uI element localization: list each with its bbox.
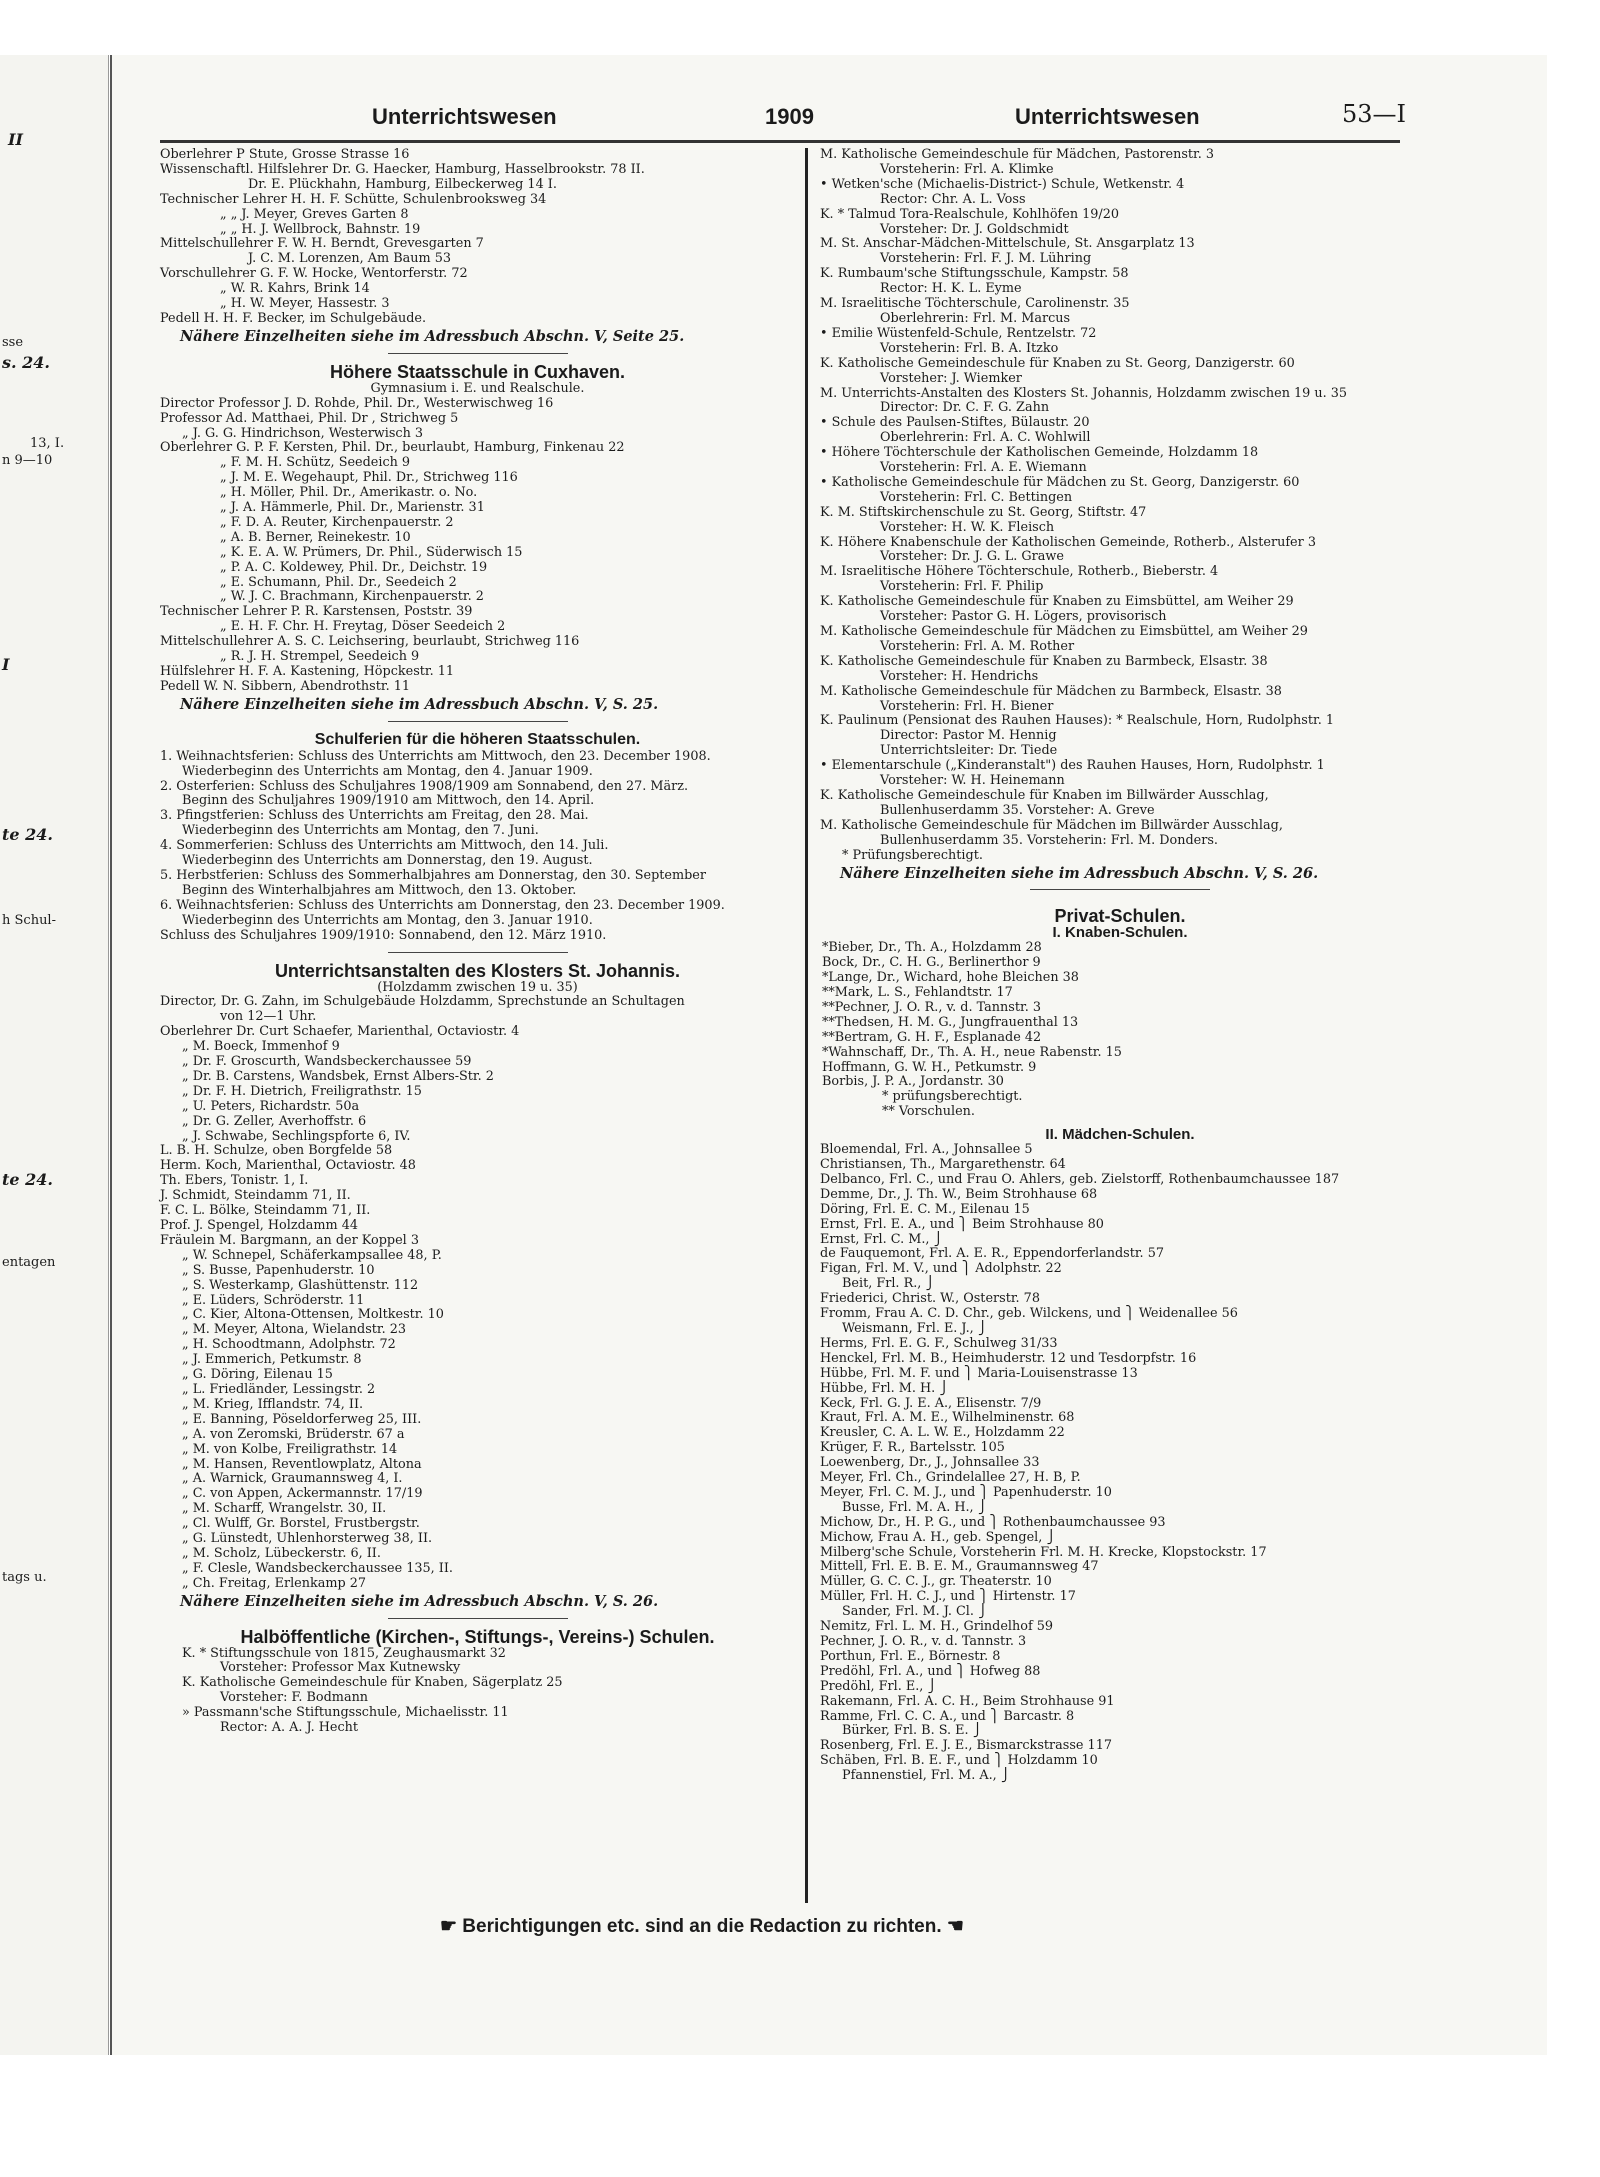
entry-line: Director: Pastor M. Hennig: [880, 728, 1057, 744]
entry-line: Technischer Lehrer H. H. F. Schütte, Schulenbrooksweg 34: [160, 191, 547, 207]
edge-text: sse: [2, 335, 24, 350]
entry-line: **Thedsen, H. M. G., Jungfrauenthal 13: [822, 1014, 1079, 1030]
entry-line: Henckel, Frl. M. B., Heimhuderstr. 12 und Tesdorpfstr. 16: [820, 1350, 1197, 1366]
entry-line: Keck, Frl. G. J. E. A., Elisenstr. 7/9: [820, 1395, 1042, 1411]
entry-line: „ W. J. C. Brachmann, Kirchenpauerstr. 2: [220, 589, 484, 605]
entry-line: Schluss des Schuljahres 1909/1910: Sonnabend, den 12. März 1910.: [160, 927, 607, 943]
entry-line: „ E. Banning, Pöseldorferweg 25, III.: [182, 1411, 422, 1427]
entry-line: Meyer, Frl. C. M. J., und ⎫ Papenhuderstr. 10: [820, 1484, 1112, 1500]
entry-line: Oberlehrerin: Frl. A. C. Wohlwill: [880, 430, 1091, 446]
entry-line: Christiansen, Th., Margarethenstr. 64: [820, 1157, 1066, 1172]
entry-line: K. Katholische Gemeindeschule für Knaben zu St. Georg, Danzigerstr. 60: [820, 355, 1295, 371]
entry-line: Krüger, F. R., Bartelsstr. 105: [820, 1440, 1005, 1456]
entry-line: K. Höhere Knabenschule der Katholischen Gemeinde, Rotherb., Alsterufer 3: [820, 534, 1316, 550]
entry-line: von 12—1 Uhr.: [220, 1009, 317, 1025]
entry-line: Friederici, Christ. W., Osterstr. 78: [820, 1291, 1040, 1307]
entry-line: Wiederbeginn des Unterrichts am Donnerstag, den 19. August.: [182, 853, 593, 869]
entry-line: „ J. G. G. Hindrichson, Westerwisch 3: [182, 425, 424, 441]
entry-line: „ W. Schnepel, Schäferkampsallee 48, P.: [182, 1247, 442, 1263]
entry-line: K. Katholische Gemeindeschule für Knaben zu Eimsbüttel, am Weiher 29: [820, 594, 1294, 610]
entry-line: „ W. R. Kahrs, Brink 14: [220, 281, 370, 297]
entry-line: 2. Osterferien: Schluss des Schuljahres 1908/1909 am Sonnabend, den 27. März.: [160, 778, 689, 794]
column-divider: [805, 148, 808, 1903]
entry-line: Oberlehrerin: Frl. M. Marcus: [880, 310, 1071, 326]
entry-line: Hoffmann, G. W. H., Petkumstr. 9: [822, 1059, 1037, 1075]
reference-note: Nähere Einzelheiten siehe im Adressbuch Abschn. V, S. 25.: [180, 695, 659, 713]
entry-line: 3. Pfingstferien: Schluss des Unterrichts am Freitag, den 28. Mai.: [160, 808, 589, 824]
entry-line: Ramme, Frl. C. C. A., und ⎫ Barcastr. 8: [820, 1708, 1075, 1724]
section-separator: [388, 952, 568, 953]
entry-line: K. M. Stiftskirchenschule zu St. Georg, Stiftstr. 47: [820, 504, 1147, 520]
entry-line: Wiederbeginn des Unterrichts am Montag, den 3. Januar 1910.: [182, 912, 593, 928]
corrections-notice: ☛ Berichtigungen etc. sind an die Redaction zu richten. ☚: [440, 1916, 964, 1937]
previous-page-edge: [0, 55, 109, 2055]
entry-line: Wiederbeginn des Unterrichts am Montag, den 4. Januar 1909.: [182, 763, 593, 779]
reference-note: Nähere Einzelheiten siehe im Adressbuch Abschn. V, S. 26.: [180, 1592, 659, 1610]
entry-line: „ E. Lüders, Schröderstr. 11: [182, 1292, 365, 1308]
entry-line: **Bertram, G. H. F., Esplanade 42: [822, 1029, 1042, 1045]
entry-line: „ M. Hansen, Reventlowplatz, Altona: [182, 1456, 422, 1472]
entry-line: **Mark, L. S., Fehlandtstr. 17: [822, 985, 1013, 1001]
section-separator: [388, 353, 568, 354]
entry-line: Prof. J. Spengel, Holzdamm 44: [160, 1218, 359, 1233]
entry-line: 4. Sommerferien: Schluss des Unterrichts am Mittwoch, den 14. Juli.: [160, 838, 609, 854]
entry-line: de Fauquemont, Frl. A. E. R., Eppendorferlandstr. 57: [820, 1246, 1164, 1262]
entry-line: Dr. E. Plückhahn, Hamburg, Eilbeckerweg 14 I.: [248, 176, 557, 192]
entry-line: Bloemendal, Frl. A., Johnsallee 5: [820, 1142, 1033, 1158]
entry-line: M. Israelitische Höhere Töchterschule, Rotherb., Bieberstr. 4: [820, 564, 1219, 580]
left-column: [160, 148, 795, 1736]
entry-line: Kraut, Frl. A. M. E., Wilhelminenstr. 68: [820, 1410, 1075, 1426]
entry-line: Vorsteher: Dr. J. Goldschmidt: [880, 221, 1069, 237]
entry-line: „ F. M. H. Schütz, Seedeich 9: [220, 455, 411, 471]
entry-line: Wiederbeginn des Unterrichts am Montag, den 7. Juni.: [182, 823, 539, 839]
entry-line: Beginn des Winterhalbjahres am Mittwoch, den 13. Oktober.: [182, 882, 577, 898]
entry-line: Fromm, Frau A. C. D. Chr., geb. Wilckens, und ⎫ Weidenallee 56: [820, 1306, 1238, 1322]
entry-line: Loewenberg, Dr., J., Johnsallee 33: [820, 1455, 1040, 1471]
entry-line: M. Katholische Gemeindeschule für Mädchen zu Barmbeck, Elsastr. 38: [820, 683, 1282, 699]
entry-line: Director, Dr. G. Zahn, im Schulgebäude Holzdamm, Sprechstunde an Schultagen: [160, 994, 685, 1010]
entry-line: Schäben, Frl. B. E. F., und ⎫ Holzdamm 10: [820, 1753, 1098, 1769]
edge-text: entagen: [2, 1255, 56, 1270]
entry-line: „ U. Peters, Richardstr. 50a: [182, 1098, 360, 1114]
entry-line: Rector: H. K. L. Eyme: [880, 281, 1022, 297]
entry-line: „ E. Schumann, Phil. Dr., Seedeich 2: [220, 574, 457, 590]
entry-line: M. Katholische Gemeindeschule für Mädchen im Billwärder Ausschlag,: [820, 817, 1283, 833]
entry-line: Vorsteherin: Frl. B. A. Itzko: [880, 340, 1059, 356]
entry-line: Rosenberg, Frl. E. J. E., Bismarckstrasse 117: [820, 1738, 1112, 1754]
school-list-semi-public: [160, 1647, 795, 1736]
section-heading-private-schools: Privat-Schulen.: [1054, 906, 1186, 927]
entry-line: Vorsteherin: Frl. H. Biener: [880, 698, 1054, 714]
edge-text: I: [2, 655, 10, 674]
entry-line: Fräulein M. Bargmann, an der Koppel 3: [160, 1232, 419, 1248]
entry-line: Rakemann, Frl. A. C. H., Beim Strohhause 91: [820, 1693, 1115, 1709]
entry-line: Vorsteherin: Frl. C. Bettingen: [880, 489, 1073, 505]
entry-line: „ Cl. Wulff, Gr. Borstel, Frustbergstr.: [182, 1516, 420, 1532]
entry-line: **Pechner, J. O. R., v. d. Tannstr. 3: [822, 999, 1041, 1015]
entry-line: K. Paulinum (Pensionat des Rauhen Hauses): * Realschule, Horn, Rudolphstr. 1: [820, 713, 1334, 729]
holiday-list: [160, 750, 795, 944]
entry-line: *Lange, Dr., Wichard, hohe Bleichen 38: [822, 970, 1079, 986]
entry-line: Porthun, Frl. E., Börnestr. 8: [820, 1648, 1001, 1664]
entry-line: Predöhl, Frl. E., ⎭: [820, 1678, 938, 1694]
entry-line: Müller, Frl. H. C. J., und ⎫ Hirtenstr. 17: [820, 1589, 1076, 1605]
edge-text: te 24.: [2, 1170, 53, 1189]
entry-line: „ Ch. Freitag, Erlenkamp 27: [182, 1575, 367, 1591]
entry-line: „ A. Warnick, Graumannsweg 4, I.: [182, 1471, 403, 1487]
entry-line: „ Dr. F. Groscurth, Wandsbeckerchaussee 59: [182, 1054, 472, 1070]
entry-line: F. C. L. Bölke, Steindamm 71, II.: [160, 1203, 371, 1219]
entry-line: 6. Weihnachtsferien: Schluss des Unterrichts am Donnerstag, den 23. December 1909.: [160, 897, 725, 913]
entry-line: Bullenhuserdamm 35. Vorsteher: A. Greve: [880, 802, 1155, 818]
entry-line: Döring, Frl. E. C. M., Eilenau 15: [820, 1201, 1030, 1217]
entry-line: Oberlehrer Dr. Curt Schaefer, Marienthal, Octaviostr. 4: [160, 1024, 520, 1040]
section-separator: [388, 1618, 568, 1619]
entry-line: Vorsteher: H. W. K. Fleisch: [880, 519, 1055, 535]
entry-line: L. B. H. Schulze, oben Borgfelde 58: [160, 1143, 393, 1159]
staff-list-cuxhaven: [160, 397, 795, 695]
entry-line: Vorsteher: Professor Max Kutnewsky: [220, 1660, 461, 1676]
entry-line: „ „ H. J. Wellbrock, Bahnstr. 19: [220, 221, 421, 237]
entry-line: „ J. M. E. Wegehaupt, Phil. Dr., Strichweg 116: [220, 470, 518, 486]
entry-line: Bürker, Frl. B. S. E. ⎭: [842, 1723, 983, 1739]
entry-line: Delbanco, Frl. C., und Frau O. Ahlers, geb. Zielstorff, Rothenbaumchaussee 187: [820, 1171, 1340, 1187]
school-list-continued: [820, 148, 1420, 864]
entry-line: Pedell W. N. Sibbern, Abendrothstr. 11: [160, 678, 410, 694]
section-separator: [388, 721, 568, 722]
entry-line: M. Unterrichts-Anstalten des Klosters St. Johannis, Holzdamm zwischen 19 u. 35: [820, 385, 1348, 401]
entry-line: • Katholische Gemeindeschule für Mädchen zu St. Georg, Danzigerstr. 60: [820, 474, 1300, 490]
entry-line: „ Dr. F. H. Dietrich, Freiligrathstr. 15: [182, 1083, 422, 1099]
entry-line: Busse, Frl. M. A. H., ⎭: [842, 1499, 988, 1515]
entry-line: „ M. Scharff, Wrangelstr. 30, II.: [182, 1501, 387, 1517]
entry-line: „ C. von Appen, Ackermannstr. 17/19: [182, 1486, 423, 1502]
entry-line: • Schule des Paulsen-Stiftes, Bülaustr. 20: [820, 415, 1090, 431]
entry-line: „ E. H. F. Chr. H. Freytag, Döser Seedeich 2: [220, 619, 506, 635]
entry-line: • Wetken'sche (Michaelis-District-) Schule, Wetkenstr. 4: [820, 176, 1185, 192]
entry-line: Vorsteher: H. Hendrichs: [880, 668, 1039, 684]
entry-line: Figan, Frl. M. V., und ⎫ Adolphstr. 22: [820, 1261, 1062, 1277]
entry-line: Hübbe, Frl. M. F. und ⎫ Maria-Louisenstrasse 13: [820, 1365, 1138, 1381]
entry-line: „ S. Westerkamp, Glashüttenstr. 112: [182, 1277, 419, 1293]
entry-line: Nemitz, Frl. L. M. H., Grindelhof 59: [820, 1619, 1054, 1635]
entry-line: „ R. J. H. Strempel, Seedeich 9: [220, 649, 420, 665]
subsection-heading-boys-schools: I. Knaben-Schulen.: [1052, 924, 1188, 942]
section-heading-cuxhaven: Höhere Staatsschule in Cuxhaven.: [329, 361, 626, 382]
entry-line: K. Katholische Gemeindeschule für Knaben zu Barmbeck, Elsastr. 38: [820, 653, 1268, 669]
entry-line: „ P. A. C. Koldewey, Phil. Dr., Deichstr. 19: [220, 559, 488, 575]
entry-line: „ J. A. Hämmerle, Phil. Dr., Marienstr. 31: [220, 500, 485, 516]
entry-line: Rector: Chr. A. L. Voss: [880, 191, 1026, 207]
girls-school-list: [820, 1143, 1420, 1784]
entry-line: M. Katholische Gemeindeschule für Mädchen, Pastorenstr. 3: [820, 147, 1215, 162]
entry-line: „ M. Boeck, Immenhof 9: [182, 1039, 340, 1055]
edge-text: 13, I.: [30, 436, 65, 451]
entry-line: Vorsteher: F. Bodmann: [220, 1690, 369, 1706]
entry-line: Vorsteherin: Frl. A. M. Rother: [880, 638, 1075, 654]
entry-line: Hübbe, Frl. M. H. ⎭: [820, 1380, 949, 1396]
entry-line: K. * Stiftungsschule von 1815, Zeughausmarkt 32: [182, 1645, 506, 1661]
entry-line: Herm. Koch, Marienthal, Octaviostr. 48: [160, 1158, 416, 1174]
entry-line: Oberlehrer P Stute, Grosse Strasse 16: [160, 147, 410, 162]
entry-line: Vorsteher: Pastor G. H. Lögers, provisorisch: [880, 609, 1167, 625]
entry-line: M. St. Anschar-Mädchen-Mittelschule, St. Ansgarplatz 13: [820, 236, 1195, 252]
edge-text: n 9—10: [2, 453, 53, 468]
entry-line: Herms, Frl. E. G. F., Schulweg 31/33: [820, 1335, 1058, 1351]
entry-line: „ G. Döring, Eilenau 15: [182, 1367, 333, 1383]
entry-line: Th. Ebers, Tonistr. 1, I.: [160, 1173, 309, 1189]
entry-line: K. Katholische Gemeindeschule für Knaben, Sägerplatz 25: [182, 1675, 563, 1691]
entry-line: » Passmann'sche Stiftungsschule, Michaelisstr. 11: [182, 1705, 509, 1721]
entry-line: Weismann, Frl. E. J., ⎭: [842, 1320, 988, 1336]
entry-line: Vorsteherin: Frl. A. Klimke: [880, 161, 1054, 177]
entry-line: Ernst, Frl. E. A., und ⎫ Beim Strohhause 80: [820, 1216, 1104, 1232]
entry-line: Ernst, Frl. C. M., ⎭: [820, 1231, 944, 1247]
entry-line: Bullenhuserdamm 35. Vorsteherin: Frl. M. Donders.: [880, 832, 1218, 848]
section-heading-st-johannis: Unterrichtsanstalten des Klosters St. Johannis.: [274, 960, 681, 981]
entry-line: „ F. D. A. Reuter, Kirchenpauerstr. 2: [220, 514, 454, 530]
entry-line: Wissenschaftl. Hilfslehrer Dr. G. Haecker, Hamburg, Hasselbrookstr. 78 II.: [160, 161, 645, 177]
entry-line: „ „ J. Meyer, Greves Garten 8: [220, 206, 409, 222]
entry-line: M. Israelitische Töchterschule, Carolinenstr. 35: [820, 296, 1130, 312]
entry-line: „ H. W. Meyer, Hassestr. 3: [220, 296, 390, 312]
entry-line: *Wahnschaff, Dr., Th. A. H., neue Rabenstr. 15: [822, 1044, 1122, 1060]
entry-line: „ M. von Kolbe, Freiligrathstr. 14: [182, 1441, 398, 1457]
entry-line: Vorsteherin: Frl. F. Philip: [880, 579, 1044, 595]
staff-list-st-johannis: [160, 995, 795, 1591]
entry-line: Kreusler, C. A. L. W. E., Holzdamm 22: [820, 1425, 1065, 1441]
entry-line: Vorsteher: W. H. Heinemann: [880, 773, 1065, 789]
entry-line: • Elementarschule („Kinderanstalt") des Rauhen Hauses, Horn, Rudolphstr. 1: [820, 758, 1325, 774]
entry-line: Hülfslehrer H. F. A. Kastening, Höpckestr. 11: [160, 664, 455, 679]
right-column: [820, 148, 1420, 1784]
entry-line: Technischer Lehrer P. R. Karstensen, Poststr. 39: [160, 604, 473, 620]
entry-line: J. C. M. Lorenzen, Am Baum 53: [248, 251, 452, 267]
entry-line: Michow, Frau A. H., geb. Spengel, ⎭: [820, 1529, 1057, 1545]
boys-school-list: [820, 941, 1420, 1120]
entry-line: Pedell H. H. F. Becker, im Schulgebäude.: [160, 310, 427, 326]
section-separator: [1030, 889, 1210, 890]
entry-line: * prüfungsberechtigt.: [882, 1089, 1023, 1105]
entry-line: K. Katholische Gemeindeschule für Knaben im Billwärder Ausschlag,: [820, 787, 1269, 803]
entry-line: M. Katholische Gemeindeschule für Mädchen zu Eimsbüttel, am Weiher 29: [820, 624, 1308, 639]
edge-text: te 24.: [2, 825, 53, 844]
entry-line: Beit, Frl. R., ⎭: [842, 1276, 936, 1292]
section-subtitle: (Holzdamm zwischen 19 u. 35): [377, 979, 578, 995]
entry-line: „ H. Möller, Phil. Dr., Amerikastr. o. No.: [220, 485, 478, 501]
entry-line: ** Vorschulen.: [882, 1104, 975, 1120]
entry-line: Borbis, J. P. A., Jordanstr. 30: [822, 1074, 1004, 1090]
entry-line: „ M. Krieg, Ifflandstr. 74, II.: [182, 1396, 364, 1412]
entry-line: Beginn des Schuljahres 1909/1910 am Mittwoch, den 14. April.: [182, 793, 595, 809]
entry-line: „ Dr. B. Carstens, Wandsbek, Ernst Albers-Str. 2: [182, 1068, 494, 1084]
entry-line: 1. Weihnachtsferien: Schluss des Unterrichts am Mittwoch, den 23. December 1908.: [160, 748, 711, 764]
reference-note: Nähere Einzelheiten siehe im Adressbuch Abschn. V, S. 26.: [840, 864, 1319, 882]
entry-line: „ L. Friedländer, Lessingstr. 2: [182, 1381, 376, 1397]
entry-line: Vorschullehrer G. F. W. Hocke, Wentorferstr. 72: [160, 266, 468, 282]
entry-line: „ A. B. Berner, Reinekestr. 10: [220, 529, 411, 545]
entry-line: Vorsteher: J. Wiemker: [880, 370, 1022, 386]
entry-line: Vorsteherin: Frl. A. E. Wiemann: [880, 460, 1087, 476]
entry-line: „ H. Schoodtmann, Adolphstr. 72: [182, 1337, 396, 1353]
header-right-title: Unterrichtswesen: [1015, 104, 1200, 129]
entry-line: Müller, G. C. C. J., gr. Theaterstr. 10: [820, 1574, 1052, 1590]
section-subtitle: Gymnasium i. E. und Realschule.: [370, 380, 585, 396]
page-number: 53—I: [1342, 100, 1407, 128]
header-rule: [160, 140, 1400, 143]
header-left-title: Unterrichtswesen: [372, 104, 557, 129]
entry-line: „ C. Kier, Altona-Ottensen, Moltkestr. 10: [182, 1307, 444, 1323]
staff-list-a: [160, 148, 795, 327]
entry-line: K. * Talmud Tora-Realschule, Kohlhöfen 19/20: [820, 206, 1120, 222]
entry-line: J. Schmidt, Steindamm 71, II.: [160, 1188, 351, 1204]
entry-line: Pechner, J. O. R., v. d. Tannstr. 3: [820, 1634, 1027, 1649]
entry-line: Director Professor J. D. Rohde, Phil. Dr., Westerwischweg 16: [160, 395, 554, 411]
edge-text: s. 24.: [2, 353, 50, 372]
entry-line: „ Dr. G. Zeller, Averhoffstr. 6: [182, 1113, 367, 1129]
entry-line: Vorsteher: Dr. J. G. L. Grawe: [880, 549, 1064, 565]
entry-line: „ F. Clesle, Wandsbeckerchaussee 135, II.: [182, 1560, 453, 1576]
entry-line: Milberg'sche Schule, Vorsteherin Frl. M. H. Krecke, Klopstockstr. 17: [820, 1544, 1267, 1560]
entry-line: Oberlehrer G. P. F. Kersten, Phil. Dr., beurlaubt, Hamburg, Finkenau 22: [160, 440, 625, 456]
entry-line: Professor Ad. Matthaei, Phil. Dr , Strichweg 5: [160, 410, 459, 426]
entry-line: „ M. Meyer, Altona, Wielandstr. 23: [182, 1322, 407, 1338]
entry-line: Rector: A. A. J. Hecht: [220, 1720, 359, 1736]
entry-line: K. Rumbaum'sche Stiftungsschule, Kampstr. 58: [820, 266, 1129, 282]
edge-text: tags u.: [2, 1570, 47, 1585]
entry-line: Pfannenstiel, Frl. M. A., ⎭: [842, 1768, 1011, 1784]
edge-text: II: [8, 130, 23, 149]
entry-line: „ K. E. A. W. Prümers, Dr. Phil., Süderwisch 15: [220, 544, 523, 560]
entry-line: • Höhere Töchterschule der Katholischen Gemeinde, Holzdamm 18: [820, 445, 1259, 461]
entry-line: „ S. Busse, Papenhuderstr. 10: [182, 1262, 375, 1278]
entry-line: Director: Dr. C. F. G. Zahn: [880, 400, 1050, 416]
section-heading-semi-public-schools: Halböffentliche (Kirchen-, Stiftungs-, Vereins-) Schulen.: [240, 1626, 715, 1647]
entry-line: „ M. Scholz, Lübeckerstr. 6, II.: [182, 1545, 381, 1561]
entry-line: • Emilie Wüstenfeld-Schule, Rentzelstr. 72: [820, 325, 1097, 341]
entry-line: „ J. Emmerich, Petkumstr. 8: [182, 1352, 362, 1368]
entry-line: „ A. von Zeromski, Brüderstr. 67 a: [182, 1426, 405, 1442]
entry-line: Bock, Dr., C. H. G., Berlinerthor 9: [822, 955, 1041, 971]
entry-line: * Prüfungsberechtigt.: [842, 847, 983, 863]
entry-line: „ G. Lünstedt, Uhlenhorsterweg 38, II.: [182, 1531, 433, 1547]
entry-line: Meyer, Frl. Ch., Grindelallee 27, H. B, P.: [820, 1470, 1081, 1486]
entry-line: *Bieber, Dr., Th. A., Holzdamm 28: [822, 940, 1042, 956]
entry-line: Michow, Dr., H. P. G., und ⎫ Rothenbaumchaussee 93: [820, 1514, 1166, 1530]
reference-note: Nähere Einzelheiten siehe im Adressbuch Abschn. V, Seite 25.: [180, 327, 685, 345]
edge-text: h Schul-: [2, 913, 56, 928]
entry-line: Sander, Frl. M. J. Cl. ⎭: [842, 1604, 988, 1620]
section-heading-school-holidays: Schulferien für die höheren Staatsschulen.: [314, 730, 641, 748]
entry-line: Mittell, Frl. E. B. E. M., Graumannsweg 47: [820, 1559, 1099, 1575]
entry-line: Demme, Dr., J. Th. W., Beim Strohhause 68: [820, 1186, 1098, 1202]
entry-line: Vorsteherin: Frl. F. J. M. Lühring: [880, 251, 1092, 267]
entry-line: Mittelschullehrer A. S. C. Leichsering, beurlaubt, Strichweg 116: [160, 634, 580, 650]
entry-line: Unterrichtsleiter: Dr. Tiede: [880, 743, 1058, 759]
subsection-heading-girls-schools: II. Mädchen-Schulen.: [1045, 1126, 1195, 1144]
entry-line: Mittelschullehrer F. W. H. Berndt, Grevesgarten 7: [160, 236, 484, 252]
entry-line: Predöhl, Frl. A., und ⎫ Hofweg 88: [820, 1663, 1041, 1679]
entry-line: „ J. Schwabe, Sechlingspforte 6, IV.: [182, 1128, 411, 1144]
entry-line: 5. Herbstferien: Schluss des Sommerhalbjahres am Donnerstag, den 30. September: [160, 867, 706, 883]
header-year: 1909: [765, 104, 814, 129]
